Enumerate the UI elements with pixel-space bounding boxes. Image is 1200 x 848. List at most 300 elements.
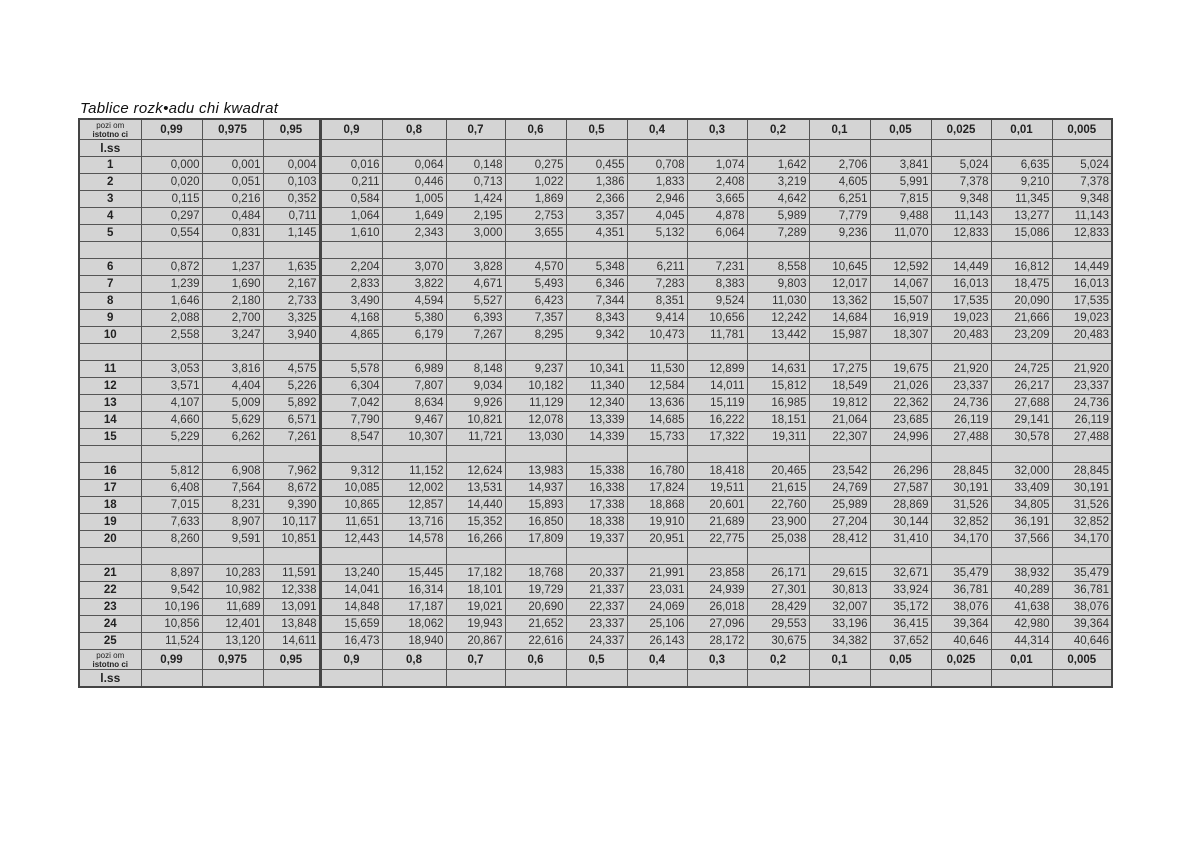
value-cell: 5,009 <box>202 395 263 412</box>
value-cell: 0,275 <box>505 157 566 174</box>
value-cell: 40,289 <box>991 582 1052 599</box>
value-cell: 13,531 <box>446 480 505 497</box>
value-cell: 0,211 <box>320 174 382 191</box>
value-cell: 3,940 <box>263 327 320 344</box>
value-cell: 3,828 <box>446 259 505 276</box>
table-row <box>79 463 1112 480</box>
empty-cell <box>747 446 809 463</box>
df-cell: 12 <box>79 378 141 395</box>
value-cell: 24,725 <box>991 361 1052 378</box>
value-cell: 18,868 <box>627 497 687 514</box>
empty-cell <box>627 446 687 463</box>
value-cell: 3,841 <box>870 157 931 174</box>
table-row <box>79 259 1112 276</box>
alpha-header: 0,3 <box>687 119 747 140</box>
empty-cell <box>505 446 566 463</box>
df-cell: 23 <box>79 599 141 616</box>
empty-cell <box>202 242 263 259</box>
value-cell: 7,283 <box>627 276 687 293</box>
empty-cell <box>870 670 931 688</box>
empty-cell <box>263 242 320 259</box>
value-cell: 14,684 <box>809 310 870 327</box>
value-cell: 30,144 <box>870 514 931 531</box>
value-cell: 26,296 <box>870 463 931 480</box>
table-row <box>79 514 1112 531</box>
table-row <box>79 310 1112 327</box>
value-cell: 14,449 <box>931 259 991 276</box>
empty-cell <box>991 140 1052 157</box>
value-cell: 12,401 <box>202 616 263 633</box>
value-cell: 20,483 <box>931 327 991 344</box>
value-cell: 30,675 <box>747 633 809 650</box>
alpha-header: 0,3 <box>687 650 747 670</box>
value-cell: 16,473 <box>320 633 382 650</box>
value-cell: 5,132 <box>627 225 687 242</box>
alpha-header: 0,1 <box>809 650 870 670</box>
empty-cell <box>566 548 627 565</box>
value-cell: 4,865 <box>320 327 382 344</box>
value-cell: 10,982 <box>202 582 263 599</box>
value-cell: 18,768 <box>505 565 566 582</box>
value-cell: 15,507 <box>870 293 931 310</box>
value-cell: 8,907 <box>202 514 263 531</box>
empty-cell <box>320 140 382 157</box>
value-cell: 2,753 <box>505 208 566 225</box>
value-cell: 39,364 <box>931 616 991 633</box>
value-cell: 26,119 <box>1052 412 1112 429</box>
value-cell: 18,338 <box>566 514 627 531</box>
group-separator-row <box>79 446 1112 463</box>
empty-cell <box>931 140 991 157</box>
value-cell: 14,578 <box>382 531 446 548</box>
df-cell: 9 <box>79 310 141 327</box>
empty-cell <box>79 242 141 259</box>
value-cell: 0,708 <box>627 157 687 174</box>
value-cell: 4,594 <box>382 293 446 310</box>
value-cell: 38,076 <box>931 599 991 616</box>
value-cell: 17,535 <box>1052 293 1112 310</box>
value-cell: 6,346 <box>566 276 627 293</box>
value-cell: 29,141 <box>991 412 1052 429</box>
value-cell: 21,337 <box>566 582 627 599</box>
value-cell: 10,821 <box>446 412 505 429</box>
empty-cell <box>263 548 320 565</box>
alpha-header: 0,005 <box>1052 650 1112 670</box>
value-cell: 0,711 <box>263 208 320 225</box>
empty-cell <box>141 670 202 688</box>
empty-cell <box>320 242 382 259</box>
value-cell: 18,062 <box>382 616 446 633</box>
value-cell: 32,007 <box>809 599 870 616</box>
value-cell: 21,689 <box>687 514 747 531</box>
df-cell: 20 <box>79 531 141 548</box>
empty-cell <box>809 548 870 565</box>
value-cell: 7,231 <box>687 259 747 276</box>
table-row <box>79 412 1112 429</box>
empty-cell <box>141 548 202 565</box>
table-row <box>79 378 1112 395</box>
value-cell: 18,151 <box>747 412 809 429</box>
bottom-alpha-row <box>79 650 1112 670</box>
empty-cell <box>505 140 566 157</box>
group-separator-row <box>79 242 1112 259</box>
value-cell: 18,940 <box>382 633 446 650</box>
value-cell: 3,247 <box>202 327 263 344</box>
value-cell: 1,239 <box>141 276 202 293</box>
empty-cell <box>1052 140 1112 157</box>
value-cell: 14,685 <box>627 412 687 429</box>
value-cell: 19,511 <box>687 480 747 497</box>
df-cell: 25 <box>79 633 141 650</box>
top-df-label-row <box>79 140 1112 157</box>
alpha-header: 0,7 <box>446 650 505 670</box>
value-cell: 19,311 <box>747 429 809 446</box>
empty-cell <box>263 140 320 157</box>
empty-cell <box>382 446 446 463</box>
value-cell: 7,015 <box>141 497 202 514</box>
value-cell: 40,646 <box>931 633 991 650</box>
value-cell: 10,182 <box>505 378 566 395</box>
value-cell: 31,410 <box>870 531 931 548</box>
empty-cell <box>263 446 320 463</box>
value-cell: 10,117 <box>263 514 320 531</box>
value-cell: 15,812 <box>747 378 809 395</box>
value-cell: 4,045 <box>627 208 687 225</box>
empty-cell <box>931 446 991 463</box>
value-cell: 9,542 <box>141 582 202 599</box>
empty-cell <box>446 446 505 463</box>
value-cell: 17,187 <box>382 599 446 616</box>
value-cell: 34,805 <box>991 497 1052 514</box>
value-cell: 12,338 <box>263 582 320 599</box>
value-cell: 14,937 <box>505 480 566 497</box>
value-cell: 20,090 <box>991 293 1052 310</box>
table-row <box>79 565 1112 582</box>
value-cell: 1,610 <box>320 225 382 242</box>
value-cell: 2,833 <box>320 276 382 293</box>
empty-cell <box>446 242 505 259</box>
alpha-header: 0,2 <box>747 650 809 670</box>
value-cell: 11,530 <box>627 361 687 378</box>
value-cell: 4,671 <box>446 276 505 293</box>
value-cell: 1,642 <box>747 157 809 174</box>
df-cell: 8 <box>79 293 141 310</box>
empty-cell <box>687 670 747 688</box>
value-cell: 9,034 <box>446 378 505 395</box>
value-cell: 40,646 <box>1052 633 1112 650</box>
value-cell: 11,689 <box>202 599 263 616</box>
value-cell: 23,685 <box>870 412 931 429</box>
value-cell: 22,775 <box>687 531 747 548</box>
value-cell: 6,989 <box>382 361 446 378</box>
empty-cell <box>263 344 320 361</box>
value-cell: 11,345 <box>991 191 1052 208</box>
empty-cell <box>505 548 566 565</box>
value-cell: 1,022 <box>505 174 566 191</box>
empty-cell <box>687 140 747 157</box>
value-cell: 11,340 <box>566 378 627 395</box>
value-cell: 0,584 <box>320 191 382 208</box>
value-cell: 5,348 <box>566 259 627 276</box>
bottom-df-label-row <box>79 670 1112 688</box>
value-cell: 27,488 <box>931 429 991 446</box>
value-cell: 7,261 <box>263 429 320 446</box>
value-cell: 20,690 <box>505 599 566 616</box>
empty-cell <box>931 242 991 259</box>
value-cell: 6,571 <box>263 412 320 429</box>
table-row <box>79 616 1112 633</box>
empty-cell <box>747 670 809 688</box>
value-cell: 3,490 <box>320 293 382 310</box>
value-cell: 20,465 <box>747 463 809 480</box>
value-cell: 22,337 <box>566 599 627 616</box>
value-cell: 36,191 <box>991 514 1052 531</box>
alpha-header: 0,8 <box>382 650 446 670</box>
value-cell: 11,030 <box>747 293 809 310</box>
value-cell: 3,655 <box>505 225 566 242</box>
empty-cell <box>382 548 446 565</box>
value-cell: 17,824 <box>627 480 687 497</box>
value-cell: 3,816 <box>202 361 263 378</box>
value-cell: 9,414 <box>627 310 687 327</box>
value-cell: 37,566 <box>991 531 1052 548</box>
value-cell: 14,067 <box>870 276 931 293</box>
value-cell: 0,004 <box>263 157 320 174</box>
value-cell: 8,558 <box>747 259 809 276</box>
value-cell: 1,424 <box>446 191 505 208</box>
value-cell: 1,635 <box>263 259 320 276</box>
value-cell: 1,386 <box>566 174 627 191</box>
empty-cell <box>320 446 382 463</box>
value-cell: 2,408 <box>687 174 747 191</box>
degrees-of-freedom-label: l.ss <box>79 140 141 157</box>
value-cell: 24,736 <box>1052 395 1112 412</box>
value-cell: 7,779 <box>809 208 870 225</box>
value-cell: 2,946 <box>627 191 687 208</box>
value-cell: 4,642 <box>747 191 809 208</box>
value-cell: 6,304 <box>320 378 382 395</box>
value-cell: 19,337 <box>566 531 627 548</box>
value-cell: 32,000 <box>991 463 1052 480</box>
value-cell: 12,340 <box>566 395 627 412</box>
value-cell: 19,943 <box>446 616 505 633</box>
value-cell: 11,143 <box>1052 208 1112 225</box>
value-cell: 26,171 <box>747 565 809 582</box>
value-cell: 2,195 <box>446 208 505 225</box>
value-cell: 1,649 <box>382 208 446 225</box>
value-cell: 7,289 <box>747 225 809 242</box>
value-cell: 8,547 <box>320 429 382 446</box>
value-cell: 24,769 <box>809 480 870 497</box>
value-cell: 11,070 <box>870 225 931 242</box>
df-cell: 19 <box>79 514 141 531</box>
alpha-header: 0,99 <box>141 650 202 670</box>
alpha-header: 0,9 <box>320 650 382 670</box>
value-cell: 44,314 <box>991 633 1052 650</box>
value-cell: 14,449 <box>1052 259 1112 276</box>
table-row <box>79 531 1112 548</box>
value-cell: 7,564 <box>202 480 263 497</box>
value-cell: 9,803 <box>747 276 809 293</box>
value-cell: 36,415 <box>870 616 931 633</box>
value-cell: 15,338 <box>566 463 627 480</box>
value-cell: 10,283 <box>202 565 263 582</box>
empty-cell <box>202 548 263 565</box>
empty-cell <box>320 344 382 361</box>
value-cell: 3,665 <box>687 191 747 208</box>
value-cell: 9,524 <box>687 293 747 310</box>
value-cell: 7,378 <box>931 174 991 191</box>
alpha-header: 0,95 <box>263 119 320 140</box>
alpha-header: 0,025 <box>931 650 991 670</box>
alpha-header: 0,6 <box>505 119 566 140</box>
empty-cell <box>505 670 566 688</box>
value-cell: 4,878 <box>687 208 747 225</box>
alpha-header: 0,01 <box>991 119 1052 140</box>
table-row <box>79 157 1112 174</box>
empty-cell <box>446 140 505 157</box>
value-cell: 13,848 <box>263 616 320 633</box>
value-cell: 2,700 <box>202 310 263 327</box>
value-cell: 2,343 <box>382 225 446 242</box>
value-cell: 32,852 <box>1052 514 1112 531</box>
empty-cell <box>687 242 747 259</box>
table-row <box>79 327 1112 344</box>
value-cell: 29,615 <box>809 565 870 582</box>
value-cell: 25,038 <box>747 531 809 548</box>
value-cell: 6,908 <box>202 463 263 480</box>
value-cell: 0,297 <box>141 208 202 225</box>
value-cell: 12,002 <box>382 480 446 497</box>
empty-cell <box>505 242 566 259</box>
df-cell: 10 <box>79 327 141 344</box>
value-cell: 15,659 <box>320 616 382 633</box>
value-cell: 34,382 <box>809 633 870 650</box>
value-cell: 4,605 <box>809 174 870 191</box>
value-cell: 17,535 <box>931 293 991 310</box>
value-cell: 23,337 <box>566 616 627 633</box>
table-row <box>79 276 1112 293</box>
value-cell: 16,338 <box>566 480 627 497</box>
df-cell: 17 <box>79 480 141 497</box>
value-cell: 0,216 <box>202 191 263 208</box>
value-cell: 5,527 <box>446 293 505 310</box>
value-cell: 20,601 <box>687 497 747 514</box>
value-cell: 19,675 <box>870 361 931 378</box>
empty-cell <box>1052 446 1112 463</box>
df-cell: 15 <box>79 429 141 446</box>
value-cell: 15,086 <box>991 225 1052 242</box>
alpha-header: 0,975 <box>202 119 263 140</box>
value-cell: 20,867 <box>446 633 505 650</box>
value-cell: 35,479 <box>931 565 991 582</box>
empty-cell <box>202 446 263 463</box>
value-cell: 3,822 <box>382 276 446 293</box>
value-cell: 3,357 <box>566 208 627 225</box>
empty-cell <box>991 242 1052 259</box>
value-cell: 0,446 <box>382 174 446 191</box>
value-cell: 10,865 <box>320 497 382 514</box>
empty-cell <box>747 140 809 157</box>
empty-cell <box>79 548 141 565</box>
value-cell: 0,872 <box>141 259 202 276</box>
value-cell: 3,070 <box>382 259 446 276</box>
value-cell: 42,980 <box>991 616 1052 633</box>
value-cell: 9,488 <box>870 208 931 225</box>
value-cell: 13,120 <box>202 633 263 650</box>
value-cell: 4,168 <box>320 310 382 327</box>
value-cell: 33,409 <box>991 480 1052 497</box>
value-cell: 16,812 <box>991 259 1052 276</box>
df-cell: 4 <box>79 208 141 225</box>
significance-level-label <box>79 650 141 670</box>
value-cell: 4,351 <box>566 225 627 242</box>
empty-cell <box>809 242 870 259</box>
value-cell: 24,736 <box>931 395 991 412</box>
table-row <box>79 293 1112 310</box>
table-title: Tablice rozk•adu chi kwadrat <box>80 100 279 117</box>
empty-cell <box>320 548 382 565</box>
value-cell: 2,706 <box>809 157 870 174</box>
value-cell: 21,026 <box>870 378 931 395</box>
value-cell: 35,479 <box>1052 565 1112 582</box>
value-cell: 27,096 <box>687 616 747 633</box>
value-cell: 12,443 <box>320 531 382 548</box>
value-cell: 2,558 <box>141 327 202 344</box>
group-separator-row <box>79 548 1112 565</box>
value-cell: 24,996 <box>870 429 931 446</box>
value-cell: 23,542 <box>809 463 870 480</box>
value-cell: 14,440 <box>446 497 505 514</box>
value-cell: 5,892 <box>263 395 320 412</box>
value-cell: 12,899 <box>687 361 747 378</box>
value-cell: 9,237 <box>505 361 566 378</box>
value-cell: 19,910 <box>627 514 687 531</box>
value-cell: 13,716 <box>382 514 446 531</box>
value-cell: 28,429 <box>747 599 809 616</box>
value-cell: 41,638 <box>991 599 1052 616</box>
value-cell: 3,325 <box>263 310 320 327</box>
value-cell: 0,713 <box>446 174 505 191</box>
df-cell: 1 <box>79 157 141 174</box>
value-cell: 11,524 <box>141 633 202 650</box>
value-cell: 2,366 <box>566 191 627 208</box>
value-cell: 15,893 <box>505 497 566 514</box>
value-cell: 11,781 <box>687 327 747 344</box>
value-cell: 0,020 <box>141 174 202 191</box>
value-cell: 6,262 <box>202 429 263 446</box>
value-cell: 21,920 <box>1052 361 1112 378</box>
value-cell: 10,656 <box>687 310 747 327</box>
significance-level-label <box>79 119 141 140</box>
alpha-header: 0,7 <box>446 119 505 140</box>
df-cell: 2 <box>79 174 141 191</box>
value-cell: 15,445 <box>382 565 446 582</box>
value-cell: 21,064 <box>809 412 870 429</box>
value-cell: 10,856 <box>141 616 202 633</box>
alpha-header: 0,4 <box>627 119 687 140</box>
value-cell: 27,587 <box>870 480 931 497</box>
value-cell: 11,143 <box>931 208 991 225</box>
value-cell: 5,629 <box>202 412 263 429</box>
empty-cell <box>687 446 747 463</box>
value-cell: 23,337 <box>1052 378 1112 395</box>
value-cell: 39,364 <box>1052 616 1112 633</box>
table-row <box>79 599 1112 616</box>
value-cell: 0,352 <box>263 191 320 208</box>
value-cell: 0,000 <box>141 157 202 174</box>
value-cell: 12,624 <box>446 463 505 480</box>
